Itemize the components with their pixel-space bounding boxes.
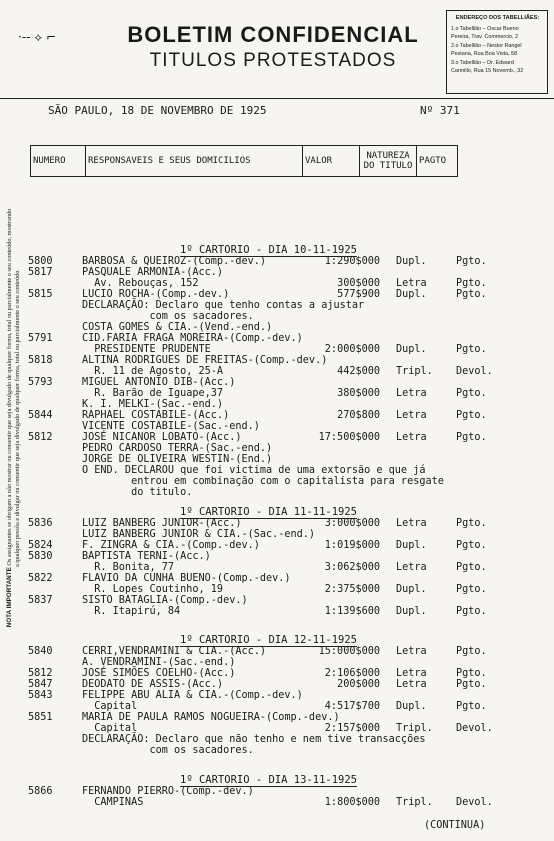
entry-number: 5817 xyxy=(28,267,53,278)
col-natureza: NATUREZA DO TITULO xyxy=(360,146,417,177)
dateline: SÃO PAULO, 18 DE NOVEMBRO DE 1925 xyxy=(48,104,267,117)
entry-name: JOSÉ SIMÕES COELHO-(Acc.) xyxy=(82,668,236,679)
entry-value: 1:139$600 xyxy=(324,606,380,617)
section-title: 1º CARTORIO - DIA 11-11-1925 xyxy=(180,506,358,518)
entry-type: Dupl. xyxy=(396,540,427,551)
col-numero: NUMERO xyxy=(31,146,86,177)
entry-name: Capital xyxy=(82,701,138,712)
entry-name: FERNANDO PIERRO-(Comp.-dev.) xyxy=(82,786,254,797)
entry-name: A. VENDRAMINI-(Sac.-end.) xyxy=(82,657,236,668)
entry-status: Pgto. xyxy=(456,540,487,551)
entry-number: 5793 xyxy=(28,377,53,388)
entry-name: R. Bonita, 77 xyxy=(82,562,175,573)
entry-value: 2:000$000 xyxy=(324,344,380,355)
entry-value: 270$800 xyxy=(337,410,380,421)
side-note-label: NOTA IMPORTANTE xyxy=(6,567,13,628)
section-title: 1º CARTORIO - DIA 12-11-1925 xyxy=(180,634,358,646)
entry-type: Letra xyxy=(396,679,427,690)
entry-number: 5824 xyxy=(28,540,53,551)
entry-type: Dupl. xyxy=(396,256,427,267)
entry-type: Dupl. xyxy=(396,344,427,355)
entry-type: Letra xyxy=(396,562,427,573)
entry-type: Letra xyxy=(396,646,427,657)
entry-name: DECLARAÇÃO: Declaro que não tenho e nem tive transacções xyxy=(82,734,426,745)
entry-value: 577$900 xyxy=(337,289,380,300)
entry-name: K. I. MELKI-(Sac.-end.) xyxy=(82,399,224,410)
entry-name: RAPHAEL COSTABILE-(Acc.) xyxy=(82,410,230,421)
address-line: 3.o Tabellião – Dr. Edward xyxy=(451,59,514,66)
entry-name: O END. DECLAROU que foi victima de uma extorsão e que já xyxy=(82,465,426,476)
entry-name: com os sacadores. xyxy=(82,745,254,756)
entry-name: do titulo. xyxy=(82,487,193,498)
col-responsaveis: RESPONSAVEIS E SEUS DOMICILIOS xyxy=(86,146,303,177)
entry-status: Pgto. xyxy=(456,432,487,443)
entry-number: 5791 xyxy=(28,333,53,344)
entry-type: Dupl. xyxy=(396,701,427,712)
entry-name: JORGE DE OLIVEIRA WESTIN-(End.) xyxy=(82,454,273,465)
entry-number: 5840 xyxy=(28,646,53,657)
entry-status: Devol. xyxy=(456,797,493,808)
entry-name: R. Itapirú, 84 xyxy=(82,606,181,617)
entry-value: 300$000 xyxy=(337,278,380,289)
entry-type: Tripl. xyxy=(396,366,433,377)
section-title: 1º CARTORIO - DIA 10-11-1925 xyxy=(180,244,358,256)
entry-value: 1:290$000 xyxy=(324,256,380,267)
entry-type: Tripl. xyxy=(396,723,433,734)
entry-name: F. ZINGRA & CIA.-(Comp.-dev.) xyxy=(82,540,260,551)
notary-address-box xyxy=(446,10,548,94)
address-line: Pereira, Trav. Commercio, 2 xyxy=(451,34,519,40)
entry-name: CID.FARIA FRAGA MOREIRA-(Comp.-dev.) xyxy=(82,333,303,344)
side-note xyxy=(6,208,22,628)
address-box-title: ENDEREÇO DOS TABELLIÃES: xyxy=(455,15,540,21)
entry-number: 5818 xyxy=(28,355,53,366)
entry-number: 5800 xyxy=(28,256,53,267)
continua-note: (CONTINUA) xyxy=(424,820,486,831)
entry-type: Letra xyxy=(396,432,427,443)
entry-type: Letra xyxy=(396,410,427,421)
entry-value: 1:019$000 xyxy=(324,540,380,551)
entry-type: Letra xyxy=(396,668,427,679)
entry-number: 5851 xyxy=(28,712,53,723)
entry-name: R. Barão de Iguape,37 xyxy=(82,388,224,399)
entry-name: FELIPPE ABU ALIA & CIA.-(Comp.-dev.) xyxy=(82,690,303,701)
entry-number: 5836 xyxy=(28,518,53,529)
entry-value: 2:375$000 xyxy=(324,584,380,595)
section-title: 1º CARTORIO - DIA 13-11-1925 xyxy=(180,774,358,786)
entry-number: 5847 xyxy=(28,679,53,690)
entry-value: 2:106$000 xyxy=(324,668,380,679)
address-line: Carmillo, Rua 15 Novemb., 32 xyxy=(451,68,524,74)
entry-name: MIGUEL ANTONIO DIB-(Acc.) xyxy=(82,377,236,388)
entry-status: Pgto. xyxy=(456,256,487,267)
entry-value: 1:800$000 xyxy=(324,797,380,808)
entry-status: Pgto. xyxy=(456,701,487,712)
publisher-logo: ·-- ⟡ ⌐ xyxy=(18,30,57,44)
bulletin-title: BOLETIM CONFIDENCIAL xyxy=(127,22,419,47)
entry-number: 5812 xyxy=(28,668,53,679)
entry-type: Letra xyxy=(396,388,427,399)
entry-number: 5837 xyxy=(28,595,53,606)
address-line: Pestana, Rua Boa Vista, 58 xyxy=(451,51,518,57)
entry-name: PEDRO CARDOSO TERRA-(Sac.-end.) xyxy=(82,443,273,454)
bulletin-subtitle: TITULOS PROTESTADOS xyxy=(149,50,397,71)
entry-name: MARIA DE PAULA RAMOS NOGUEIRA-(Comp.-dev.) xyxy=(82,712,340,723)
column-header xyxy=(30,145,458,177)
entry-status: Pgto. xyxy=(456,344,487,355)
entry-name: FLAVIO DA CUNHA BUENO-(Comp.-dev.) xyxy=(82,573,291,584)
entry-value: 3:062$000 xyxy=(324,562,380,573)
entry-name: COSTA GOMES & CIA.-(Vend.-end.) xyxy=(82,322,273,333)
entry-status: Pgto. xyxy=(456,646,487,657)
entry-name: DECLARAÇÃO: Declaro que tenho contas a ajustar xyxy=(82,300,365,311)
entry-number: 5866 xyxy=(28,786,53,797)
entry-name: com os sacadores. xyxy=(82,311,254,322)
entry-status: Pgto. xyxy=(456,289,487,300)
entry-name: PASQUALE ARMONIA-(Acc.) xyxy=(82,267,224,278)
entry-status: Pgto. xyxy=(456,584,487,595)
entry-number: 5812 xyxy=(28,432,53,443)
entry-name: CAMPINAS xyxy=(82,797,144,808)
entry-status: Pgto. xyxy=(456,410,487,421)
entry-value: 15:000$000 xyxy=(318,646,380,657)
entry-status: Pgto. xyxy=(456,668,487,679)
entry-name: R. 11 de Agosto, 25-A xyxy=(82,366,224,377)
address-line: 1.o Tabellião – Oscar Bueno xyxy=(451,25,519,32)
entry-value: 442$000 xyxy=(337,366,380,377)
entry-value: 3:000$000 xyxy=(324,518,380,529)
entry-value: 17:500$000 xyxy=(318,432,380,443)
entry-number: 5822 xyxy=(28,573,53,584)
entry-status: Pgto. xyxy=(456,679,487,690)
entry-name: BAPTISTA TERNI-(Acc.) xyxy=(82,551,211,562)
entry-name: JOSÉ NICANOR LOBATO-(Acc.) xyxy=(82,432,242,443)
entry-type: Letra xyxy=(396,518,427,529)
entry-type: Dupl. xyxy=(396,606,427,617)
address-line: 2.o Tabellião – Nestor Rangel xyxy=(451,42,522,49)
entry-value: 380$000 xyxy=(337,388,380,399)
entry-value: 4:517$700 xyxy=(324,701,380,712)
entry-status: Pgto. xyxy=(456,562,487,573)
col-valor: VALOR xyxy=(303,146,360,177)
entry-status: Pgto. xyxy=(456,518,487,529)
entry-type: Dupl. xyxy=(396,289,427,300)
header-rule xyxy=(0,98,554,99)
entry-name: BARBOSA & QUEIROZ-(Comp.-dev.) xyxy=(82,256,267,267)
entry-name: ALTINA RODRIGUES DE FREITAS-(Comp.-dev.) xyxy=(82,355,328,366)
entry-name: PRESIDENTE PRUDENTE xyxy=(82,344,211,355)
entry-number: 5843 xyxy=(28,690,53,701)
entry-type: Tripl. xyxy=(396,797,433,808)
entry-name: LUIZ BANBERG JUNIOR-(Acc.) xyxy=(82,518,242,529)
entry-type: Dupl. xyxy=(396,584,427,595)
entry-status: Pgto. xyxy=(456,388,487,399)
entry-number: 5830 xyxy=(28,551,53,562)
entry-type: Letra xyxy=(396,278,427,289)
entry-name: Capital xyxy=(82,723,138,734)
entry-name: VICENTE COSTABILE-(Sac.-end.) xyxy=(82,421,260,432)
entry-status: Pgto. xyxy=(456,278,487,289)
issue-number: Nº 371 xyxy=(420,104,460,117)
entry-name: entrou em combinação com o capitalista para resgate xyxy=(82,476,444,487)
entry-name: CERRI,VENDRAMINI & CIA.-(Acc.) xyxy=(82,646,267,657)
entry-status: Devol. xyxy=(456,723,493,734)
entry-value: 2:157$000 xyxy=(324,723,380,734)
col-pagto: PAGTO xyxy=(417,146,458,177)
side-note-text: Os assignantes se obrigam a não mostrar ou consentir que seja divulgado de qualquer forma, total ou parcialmente o seu conteúdo, mostrando a qualquer pessôa e divulgar ou consentir que seja divulgado de qualquer forma, total ou parcialmente o seu conteúdo. xyxy=(6,208,21,567)
entry-status: Devol. xyxy=(456,366,493,377)
entry-number: 5844 xyxy=(28,410,53,421)
entry-name: SISTO BATAGLIA-(Comp.-dev.) xyxy=(82,595,248,606)
entry-name: R. Lopes Coutinho, 19 xyxy=(82,584,224,595)
entry-name: LUCIO ROCHA-(Comp.-dev.) xyxy=(82,289,230,300)
entry-name: LUIZ BANBERG JUNIOR & CIA.-(Sac.-end.) xyxy=(82,529,316,540)
entry-name: DEODATO DE ASSIS-(Acc.) xyxy=(82,679,224,690)
entry-value: 200$000 xyxy=(337,679,380,690)
entry-name: Av. Rebouças, 152 xyxy=(82,278,199,289)
entry-number: 5815 xyxy=(28,289,53,300)
entry-status: Pgto. xyxy=(456,606,487,617)
